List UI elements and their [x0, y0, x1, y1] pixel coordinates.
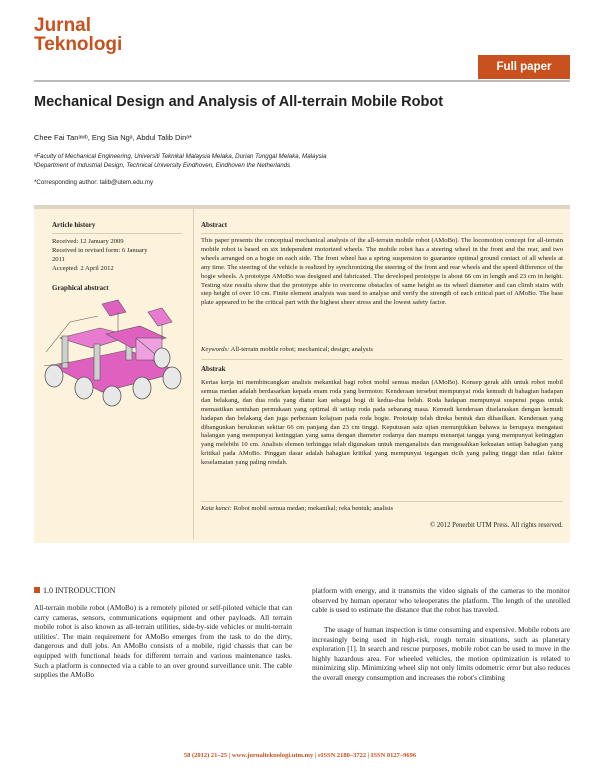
robot-wheel-6	[154, 348, 170, 368]
intro-col1-paragraph: All-terrain mobile robot (AMoBo) is a remotely piloted or self-piloted vehicle that can carry cameras, sensors, communications equipment and other payloads. All terrain mobile robot is also known as all-terrain utilities, side-by-side vehicles or multi-terrain utilities'. The main requirement for AMoBo emerges from the task to do the dirty, dangerous and dull jobs. An AMoBo consists of a mobile, rigid chassis that can be equipped with functional heads for different terrain and various maintenance tasks. Such a platform is connected via a cable to an over ground surveillance unit. The cable supplies the AMoBo	[34, 603, 292, 680]
abstract-keywords	[201, 346, 563, 355]
keywords-text: All-terrain mobile robot; mechanical; design; analysis	[229, 346, 373, 353]
revised-date-line2: 2011	[52, 255, 65, 263]
copyright-line: © 2012 Penerbit UTM Press. All rights reserved.	[430, 522, 563, 529]
section-marker-icon	[34, 587, 40, 593]
robot-arm-2	[70, 316, 98, 322]
robot-rear-head	[148, 308, 172, 326]
article-history	[52, 238, 187, 274]
received-date: Received: 12 January 2009	[52, 238, 124, 245]
robot-wheel-5	[163, 367, 181, 389]
abstract-body: This paper presents the conceptual mechanical analysis of the all-terrain mobile robot (AMoBo). The locomotion concept for all-terrain mobile robot is based on six independent motorized wheels. The mobile robot has a steering wheel in the front and the rear, and two wheels arranged on a bogie on each side. The front wheel has a spring suspension to guarantee optimal ground contact of all wheels at any time. The steering of the vehicle is realized by synchronizing the steering of the front and rear wheels and the speed difference of the bogie wheels. A prototype AMoBo was designed and fabricated. The developed prototype is about 66 cm in length and 23 cm in height. Testing size results show that the prototype able to overcome obstacles of same height as its wheel diameter and can climb stairs with step height of over 10 cm. Finite element analysis was used to analyse and verify the strength of each critical part of AMoBo. The base plate appeared to be the critical part with the highest sheer stress and the lowest safety factor.	[201, 237, 563, 307]
keywords-label: Keywords:	[201, 346, 230, 353]
full-paper-badge: Full paper	[478, 55, 570, 79]
kata-kunci-label: Kata kunci:	[201, 505, 232, 512]
history-rule	[52, 233, 182, 234]
intro-col2-paragraph2: The usage of human inspection is time consuming and expensive. Mobile robots are increasingly being used in high-risk, rough terrain situations, such as planetary exploration [1]. In search and rescue purposes, mobile robot can be used to move in the highly hazardous area. For wheeled vehicles, the motion optimization is related to minimizing slip. Minimizing wheel slip not only limits odometric error but also reduces the overall energy consumption and increases the robot's climbing	[312, 625, 570, 682]
intro-heading-text: 1.0 INTRODUCTION	[43, 586, 116, 595]
intro-heading	[34, 586, 115, 595]
robot-wheel-3	[103, 386, 121, 406]
keywords-rule	[201, 359, 563, 360]
abstrak-body: Kertas kerja ini membincangkan analisis mekanikal bagi robot mobil semua medan (AMoBo). Konsep gerak alih untuk robot mobil semua medan adalah berdasarkan kepada enam roda yang bermotor. Kenderaan tersebut mempunyai roda kemudi di bahagian hadapan dan belakang, dan dua roda yang diatur kan sebagai bogi di kedua-dua belah. Roda hadapan mempunyai suspensi pegas untuk memastikan sentuhan permukaan yang optimal di setiap roda pada sebarang masa. Kemudi kenderaan diselaraskan dengan kemudi hadapan dan belakang dan juga perbezaan kelajuan pada roda bogie. Prototaip telah direka bentuk dan dihasilkan. Kenderaan yang dibangunkan berukuran sekitar 66 cm panjang dan 23 cm tinggi. Keputusan saiz ujian menunjukkan bahawa ia berupaya mengatasi halangan yang mempunyai ketinggian yang sama dengan diameter rodanya dan mampu menanjat tangga yang mempunyai ketinggian yang melebihi 10 cm. Analisis elemen terhingga telah digunakan untuk menganalisis dan mengesahkan kekuatan setiap bahagian yang kritikal pada AMoBo. Pinggan dasar adalah bahagian kritikal yang mempunyai tegangan ricih yang paling tinggi dan nilai faktor keselamatan yang paling rendah.	[201, 379, 563, 467]
intro-col2-paragraph1: platform with energy, and it transmits the video signals of the cameras to the monitor observed by human operator who teleoperates the platform. The length of the unrolled cable is used to estimate the distance that the robot has traveled.	[312, 586, 570, 615]
journal-logo-line2: Teknologi	[34, 34, 123, 55]
robot-wheel-4	[133, 377, 151, 399]
affiliation-b: ᵇDepartment of Industrial Design, Technical University Eindhoven, Eindhoven the Netherlands	[34, 162, 291, 169]
revised-date-line1: Received in revised form: 6 January	[52, 246, 148, 254]
graphical-abstract-heading: Graphical abstract	[52, 284, 109, 292]
abstrak-keywords	[201, 505, 563, 514]
corresponding-author: *Corresponding author: talib@utem.edu.my	[34, 179, 154, 186]
robot-wheel-2	[75, 377, 93, 399]
article-history-heading: Article history	[52, 221, 96, 229]
robot-illustration	[40, 292, 188, 408]
abstract-heading: Abstract	[201, 221, 228, 229]
abstrak-heading: Abstrak	[201, 365, 226, 373]
journal-logo-line1: Jurnal	[34, 15, 92, 36]
robot-mast	[102, 300, 126, 316]
accepted-date: Accepted: 2 April 2012	[52, 264, 114, 272]
header-divider	[34, 80, 570, 82]
affiliation-a: ᵃFaculty of Mechanical Engineering, Universiti Teknikal Malaysia Melaka, Durian Tunggal Melaka, Malaysia	[34, 153, 327, 160]
robot-post-2	[94, 344, 100, 380]
robot-wheel-1	[45, 365, 63, 387]
abstract-rule	[201, 233, 563, 234]
kata-kunci-text: Robot mobil semua medan; mekanikal; reka bentuk; analisis	[231, 505, 394, 512]
paper-title: Mechanical Design and Analysis of All-terrain Mobile Robot	[34, 94, 444, 110]
page-footer: 58 (2012) 21–25 | www.jurnalteknologi.utm.my | eISSN 2180–3722 | ISSN 0127–9696	[183, 752, 417, 759]
author-list: Chee Fai Tanᵃʷᵇ, Eng Sia Ngᵃ, Abdul Talib Dinᵃ*	[34, 133, 192, 142]
abstrak-rule	[201, 501, 563, 502]
panel-column-divider	[193, 209, 194, 539]
